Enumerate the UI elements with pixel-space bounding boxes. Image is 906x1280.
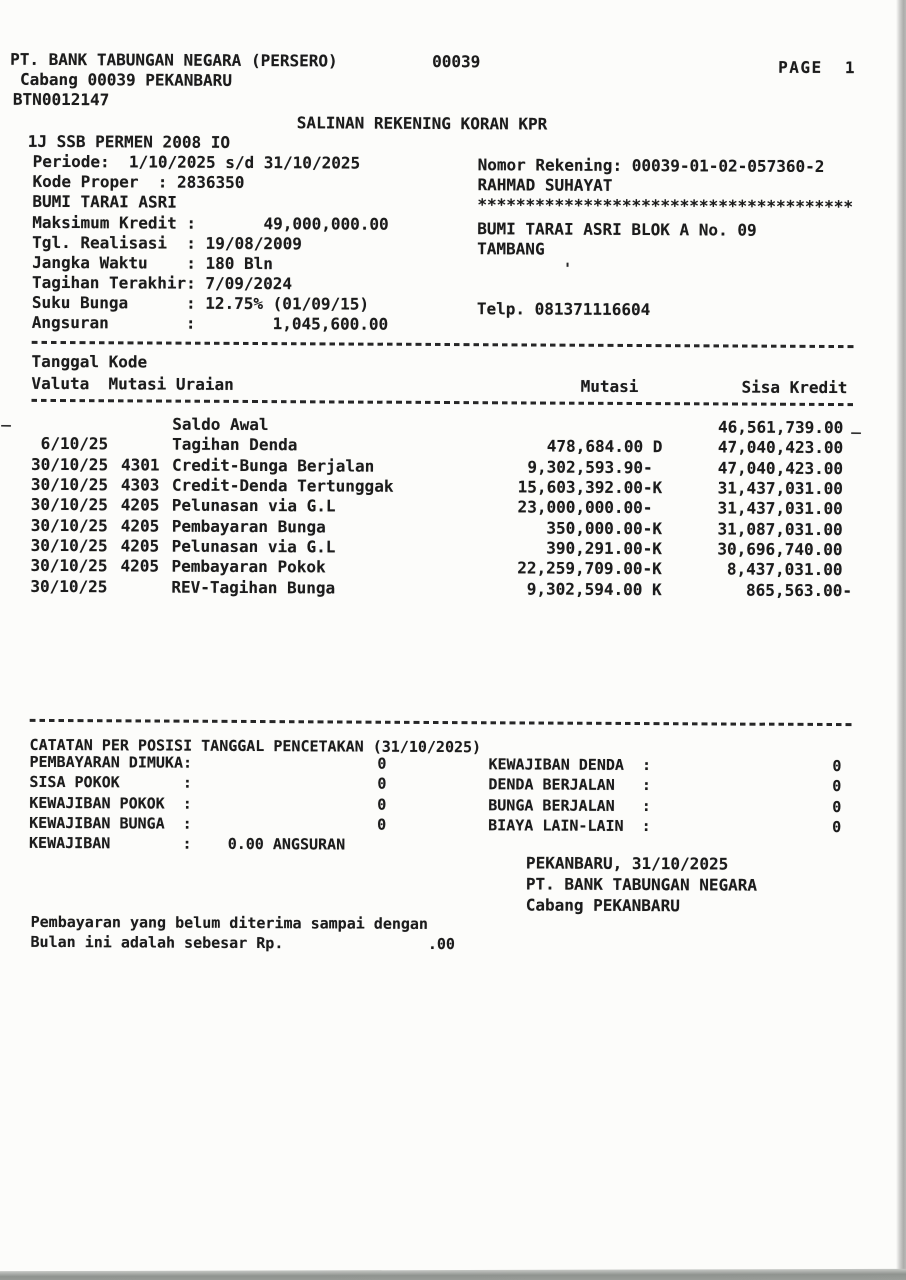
column-header-mutasi: Mutasi xyxy=(580,376,639,397)
signature-branch: Cabang PEKANBARU xyxy=(525,895,680,916)
table-row xyxy=(0,577,903,602)
row-mutasi: 9,302,593.90 xyxy=(527,457,644,478)
row-sisa-kredit: 31,437,031.00 xyxy=(717,498,843,519)
row-mutasi-flag: - xyxy=(642,498,653,518)
document-code: BTN0012147 xyxy=(12,89,110,110)
row-mutasi-flag: -K xyxy=(642,559,662,579)
row-uraian: Saldo Awal xyxy=(172,414,269,435)
row-sisa-kredit: 8,437,031.00 xyxy=(726,559,843,580)
catatan-label: KEWAJIBAN BUNGA : xyxy=(29,813,192,833)
catatan-value: 0 xyxy=(832,757,842,776)
table-header-line2: Valuta Mutasi Uraian xyxy=(31,373,234,394)
row-uraian: Pembayaran Pokok xyxy=(171,556,326,577)
dashed-separator xyxy=(31,399,856,406)
catatan-value: 0 xyxy=(832,818,842,837)
row-kode: 4205 xyxy=(120,495,160,515)
catatan-label: DENDA BERJALAN : xyxy=(488,775,651,795)
address-line-2: TAMBANG xyxy=(477,239,545,259)
row-uraian: Credit-Denda Tertunggak xyxy=(171,475,394,496)
row-date: 30/10/25 xyxy=(30,576,108,597)
catatan-value: 0 xyxy=(832,777,842,796)
row-sisa-kredit: 47,040,423.00 xyxy=(717,458,844,479)
row-mutasi: 23,000,000.00 xyxy=(517,497,643,518)
row-mutasi: 22,259,709.00 xyxy=(517,558,643,579)
column-header-sisa-kredit: Sisa Kredit xyxy=(741,377,848,398)
row-date: 6/10/25 xyxy=(40,433,109,454)
catatan-label: PEMBAYARAN DIMUKA: xyxy=(29,752,193,772)
catatan-value: 0 xyxy=(377,795,387,814)
catatan-label: SISA POKOK : xyxy=(29,772,192,792)
catatan-value: 0 xyxy=(832,798,842,817)
info-line-suku-bunga: Suku Bunga : 12.75% (01/09/15) xyxy=(31,292,370,314)
row-date: 30/10/25 xyxy=(30,474,109,495)
product-line: 1J SSB PERMEN 2008 IO xyxy=(27,131,231,152)
telp-line: Telp. 081371116604 xyxy=(476,299,651,320)
catatan-label: BIAYA LAIN-LAIN : xyxy=(488,816,651,836)
info-line-jangka-waktu: Jangka Waktu : 180 Bln xyxy=(32,252,273,274)
row-kode: 4303 xyxy=(120,475,160,495)
row-mutasi-flag: -K xyxy=(642,478,663,498)
row-uraian: Credit-Bunga Berjalan xyxy=(171,455,375,476)
row-mutasi-flag: - xyxy=(642,458,653,478)
bank-name: PT. BANK TABUNGAN NEGARA (PERSERO) xyxy=(10,49,338,71)
signature-company: PT. BANK TABUNGAN NEGARA xyxy=(525,874,758,895)
scan-artifact: ' xyxy=(563,259,573,278)
row-uraian: Pembayaran Bunga xyxy=(171,516,326,537)
catatan-value: 0 xyxy=(377,754,387,773)
info-line-tgl-realisasi: Tgl. Realisasi : 19/08/2009 xyxy=(32,232,302,254)
row-mutasi-flag: K xyxy=(642,580,662,600)
table-header-line1: Tanggal Kode xyxy=(31,351,148,372)
row-date: 30/10/25 xyxy=(30,454,109,475)
row-sisa-kredit: 30,696,740.00 xyxy=(717,539,843,560)
row-mutasi: 15,603,392.00 xyxy=(517,477,643,498)
row-uraian: Pelunasan via G.L xyxy=(171,495,336,516)
row-sisa-flag: - xyxy=(842,581,853,601)
row-mutasi: 9,302,594.00 xyxy=(526,579,643,600)
info-line-tagihan-terakhir: Tagihan Terakhir: 7/09/2024 xyxy=(31,272,293,294)
info-line-angsuran: Angsuran : 1,045,600.00 xyxy=(31,312,389,334)
note-line-1: Pembayaran yang belum diterima sampai dengan xyxy=(30,912,429,933)
catatan-label: KEWAJIBAN DENDA : xyxy=(488,755,652,775)
catatan-value: 0 xyxy=(377,774,387,793)
dashed-separator xyxy=(32,341,857,348)
row-date: 30/10/25 xyxy=(30,535,108,556)
info-line-maksimum-kredit: Maksimum Kredit : 49,000,000.00 xyxy=(32,212,389,234)
branch-line: Cabang 00039 PEKANBARU xyxy=(20,69,233,90)
info-line-kode-proper: Kode Proper : 2836350 xyxy=(32,171,245,192)
row-sisa-kredit: 31,087,031.00 xyxy=(717,519,843,540)
report-title: SALINAN REKENING KORAN KPR xyxy=(296,113,548,134)
paper-edge-bottom xyxy=(0,1269,906,1280)
address-line-1: BUMI TARAI ASRI BLOK A No. 09 xyxy=(477,219,757,240)
customer-name: RAHMAD SUHAYAT xyxy=(477,175,613,195)
paper-edge-right xyxy=(896,0,906,1280)
account-number-line: Nomor Rekening: 00039-01-02-057360-2 xyxy=(477,155,825,177)
catatan-value: 0 xyxy=(377,815,387,834)
catatan-label: KEWAJIBAN POKOK : xyxy=(29,793,192,813)
row-mutasi-flag: D xyxy=(643,437,663,457)
row-sisa-kredit: 47,040,423.00 xyxy=(717,437,844,458)
kewajiban-line: KEWAJIBAN : 0.00 ANGSURAN xyxy=(29,833,346,854)
scan-artifact: _ xyxy=(851,415,861,435)
row-sisa-kredit: 865,563.00 xyxy=(746,580,843,601)
row-kode: 4205 xyxy=(120,536,160,556)
row-mutasi: 478,684.00 xyxy=(546,436,644,457)
row-date: 30/10/25 xyxy=(30,494,108,515)
row-date: 30/10/25 xyxy=(30,555,108,576)
row-kode: 4301 xyxy=(120,455,160,475)
row-mutasi: 350,000.00 xyxy=(546,518,643,539)
dashed-separator xyxy=(30,719,855,726)
catatan-label: BUNGA BERJALAN : xyxy=(488,796,651,816)
page-number: PAGE 1 xyxy=(778,57,857,78)
signature-city-date: PEKANBARU, 31/10/2025 xyxy=(525,853,729,874)
row-sisa-kredit: 31,437,031.00 xyxy=(717,478,843,499)
row-uraian: Tagihan Denda xyxy=(172,434,298,455)
scan-artifact: _ xyxy=(1,407,11,427)
row-mutasi-flag: -K xyxy=(642,539,662,559)
row-mutasi xyxy=(400,416,643,417)
branch-code-header: 00039 xyxy=(432,51,481,72)
row-kode: 4205 xyxy=(120,556,160,576)
info-line-proyek: BUMI TARAI ASRI xyxy=(32,191,177,212)
row-uraian: REV-Tagihan Bunga xyxy=(171,577,336,598)
row-sisa-kredit: 46,561,739.00 xyxy=(717,417,844,438)
row-mutasi-flag: -K xyxy=(642,519,663,539)
info-line-periode: Periode: 1/10/2025 s/d 31/10/2025 xyxy=(32,151,361,173)
catatan-title: CATATAN PER POSISI TANGGAL PENCETAKAN (31/10/2025) xyxy=(29,735,482,757)
row-uraian: Pelunasan via G.L xyxy=(171,536,336,557)
note-line-2: Bulan ini adalah sebesar Rp. .00 xyxy=(30,932,456,954)
row-mutasi: 390,291.00 xyxy=(546,538,643,559)
row-kode: 4205 xyxy=(120,516,160,536)
masked-line: *************************************** xyxy=(477,195,854,217)
row-date: 30/10/25 xyxy=(30,515,108,536)
